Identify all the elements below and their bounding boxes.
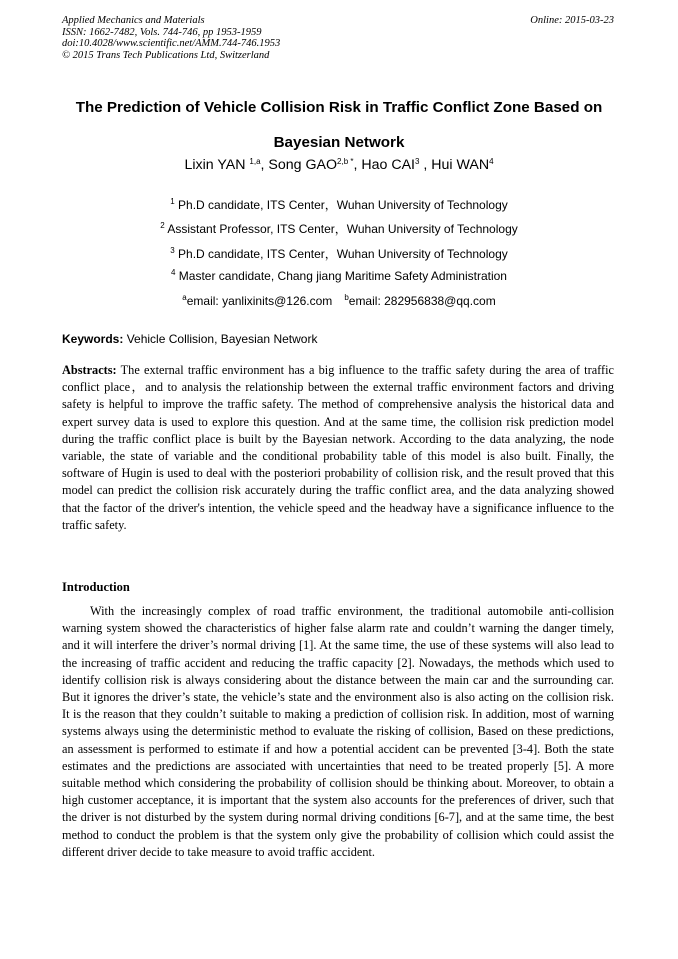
author-3: , Hao CAI bbox=[353, 157, 415, 173]
introduction-heading: Introduction bbox=[62, 580, 130, 594]
author-2-sup: 2,b * bbox=[337, 157, 354, 166]
keywords-label: Keywords: bbox=[62, 332, 124, 346]
journal-header bbox=[62, 15, 614, 61]
title-line-2: Bayesian Network bbox=[273, 134, 405, 151]
affiliation-3 bbox=[40, 245, 638, 262]
affiliation-4-sup: 4 bbox=[171, 268, 176, 277]
author-1: Lixin YAN bbox=[184, 157, 250, 173]
author-list bbox=[40, 157, 638, 173]
author-4-sup: 4 bbox=[489, 157, 494, 166]
email-b: email: 282956838@qq.com bbox=[348, 294, 496, 308]
abstract-text: The external traffic environment has a big influence to the traffic safety during the area of traffic conflict place，and to analysis the relationship between the external traffic environment factors and driving safety is helpful to improve the traffic safety. The method of comprehensive analysis the historical data and expert survey data is used to explore this question. And at the same time, the collision risk prediction model during the traffic conflict place is built by the Bayesian network. According to the data analyzing, the node variable, the state of variable and the conditional probability table of this model is also built. Finally, the software of Hugin is used to deal with the posteriori probability of collision risk, and the result proved that this model can predict the collision risk accurately during the traffic conflict area, and the data analyzing showed that the factor of the driver's intention, the vehicle speed and the headway have a significance influence to the traffic safety. bbox=[62, 363, 614, 532]
doi-line: doi:10.4028/www.scientific.net/AMM.744-746.1953 bbox=[62, 38, 281, 49]
affiliation-1-sup: 1 bbox=[170, 197, 175, 206]
author-1-sup: 1,a bbox=[249, 157, 261, 166]
email-a: email: yanlixinits@126.com bbox=[186, 294, 333, 308]
paper-title bbox=[40, 90, 638, 160]
email-a-sup: a bbox=[182, 293, 187, 302]
issn-line: ISSN: 1662-7482, Vols. 744-746, pp 1953-1959 bbox=[62, 26, 262, 38]
author-3-sup: 3 bbox=[415, 157, 420, 166]
affiliation-3-sup: 3 bbox=[170, 246, 175, 255]
email-line bbox=[40, 294, 638, 308]
affiliation-1-text: Ph.D candidate, ITS Center，Wuhan University of Technology bbox=[174, 198, 508, 212]
affiliation-4-text: Master candidate, Chang jiang Maritime Safety Administration bbox=[175, 269, 507, 283]
affiliation-2-sup: 2 bbox=[160, 221, 165, 230]
affiliation-1 bbox=[40, 196, 638, 213]
abstract-label: Abstracts: bbox=[62, 363, 117, 377]
affiliation-2-text: Assistant Professor, ITS Center，Wuhan University of Technology bbox=[164, 222, 518, 236]
introduction-paragraph: With the increasingly complex of road traffic environment, the traditional automobile anti-collision warning system showed the characteristics of higher false alarm rate and couldn’t warning the danger timely, and it will interfere the driver’s normal driving [1]. At the same time, the use of these systems will also lead to the increasing of traffic accident and reducing the traffic capacity [2]. Nowadays, the methods which used to identify collision risk is always considering about the distance between the main car and the surrounding car. But it ignores the driver’s state, the vehicle’s state and the environment also is also acting on the collision risk. It is the reason that they couldn’t suitable to making a prediction of collision risk. In addition, most of warning systems always using the deterministic method to evaluate the risking of collision, Based on these predictions, an assessment is performed to estimate if and how a potential accident can be prevented [3-4]. Both the state estimates and the predictions are associated with uncertainties that need to be treated properly [5]. A more suitable method which considering the probability of collision should be thinking about. Moreover, to obtain a high customer acceptance, it is important that the system also accounts for the preferences of driver, such that the driver is not disturbed by the system during normal driving conditions [6-7], and at the same time, the best method to conduct the problem is that the system only give the probability of collision which could assist the different driver decide to take measure to avoid traffic accident. bbox=[62, 604, 614, 859]
journal-name: Applied Mechanics and Materials bbox=[62, 15, 205, 26]
affiliation-2 bbox=[40, 220, 638, 237]
keywords bbox=[62, 332, 614, 346]
email-b-sup: b bbox=[344, 293, 349, 302]
author-4: , Hui WAN bbox=[419, 157, 490, 173]
affiliation-4 bbox=[40, 269, 638, 283]
keywords-text: Vehicle Collision, Bayesian Network bbox=[123, 332, 318, 346]
online-date: Online: 2015-03-23 bbox=[530, 15, 614, 26]
abstract bbox=[62, 362, 614, 534]
copyright-line: © 2015 Trans Tech Publications Ltd, Switzerland bbox=[62, 49, 270, 61]
title-line-1: The Prediction of Vehicle Collision Risk in Traffic Conflict Zone Based on bbox=[75, 99, 603, 116]
author-2: , Song GAO bbox=[260, 157, 338, 173]
affiliation-3-text: Ph.D candidate, ITS Center，Wuhan University of Technology bbox=[174, 247, 508, 261]
